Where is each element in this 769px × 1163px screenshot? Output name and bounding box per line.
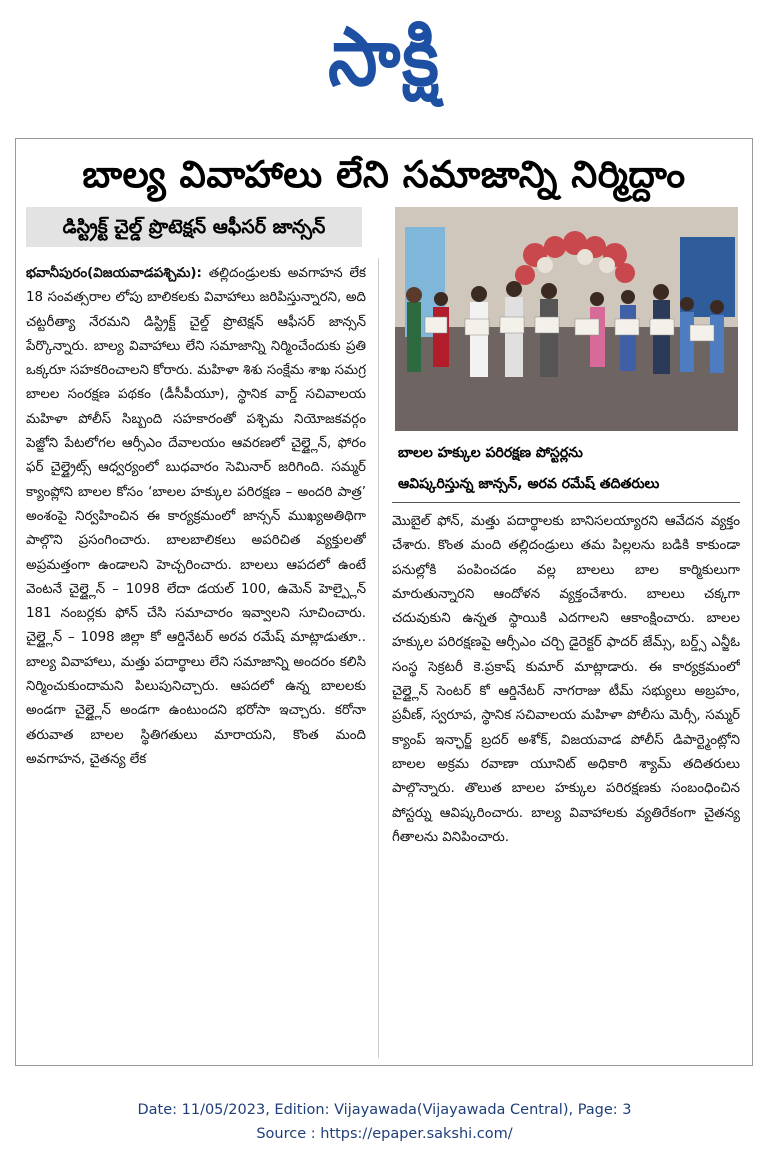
- page-footer: [0, 1098, 769, 1146]
- photo-caption: [392, 438, 740, 500]
- article-body-right: మొబైల్ ఫోన్, మత్తు పదార్థాలకు బానిసలయ్యారని ఆవేదన వ్యక్తం చేశారు. కొంత మంది తల్లిదండ్రులు తమ పిల్లలను బడికి కాకుండా పనుల్లోకి పంపించడం వల్ల బాలలు బాల కార్మికులుగా మారుతున్నారని ఆందోళన వ్యక్తంచేశారు. బాలలు చక్కగా చదువుకుని ఉన్నత స్థాయికి ఎదగాలని ఆకాంక్షించారు. బాలల హక్కుల పరిరక్షణపై ఆర్సీఎం చర్చి డైరెక్టర్ ఫాదర్ జేమ్స్, బర్డ్స్ ఎన్జీఓ సంస్థ సెక్రటరీ కె.ప్రకాష్ కుమార్ మాట్లాడారు. ఈ కార్యక్రమంలో చైల్డ్లైన్ సెంటర్ కో ఆర్డినేటర్ నాగరాజు టీమ్ సభ్యులు అబ్రహం, ప్రవీణ్, స్వరూప, స్థానిక సచివాలయ మహిళా పోలీసు మెర్సీ, సమ్మర్ క్యాంప్ ఇన్ఛార్జ్ బ్రదర్ అశోక్, విజయవాడ పోలీస్ డిపార్ట్మెంట్లోని బాలల అక్రమ రవాణా యూనిట్ అధికారి శ్యామ్ తదితరులు పాల్గొన్నారు. తొలుత బాలల హక్కుల పరిరక్షణకు సంబంధించిన పోస్టర్ను ఆవిష్కరించారు. బాల్య వివాహాలకు వ్యతిరేకంగా చైతన్య గీతాలను వినిపించారు.: [392, 514, 740, 845]
- masthead: [0, 10, 769, 110]
- event-photo-illustration: [395, 207, 738, 431]
- article-subheading: డిస్ట్రిక్ట్ చైల్డ్ ప్రొటెక్షన్ ఆఫీసర్ జాన్సన్: [26, 207, 362, 247]
- article-right-column: [392, 510, 740, 1060]
- article-headline: బాల్య వివాహాలు లేని సమాజాన్ని నిర్మిద్దాం: [82, 153, 686, 196]
- article-body-left: తల్లిదండ్రులకు అవగాహన లేక 18 సంవత్సరాల లోపు బాలికలకు వివాహాలు జరిపిస్తున్నారని, అది చట్టరీత్యా నేరమని డిస్ట్రిక్ట్ చైల్డ్ ప్రొటెక్షన్ ఆఫీసర్ జాన్సన్ పేర్కొన్నారు. బాల్య వివాహాలు లేని సమాజాన్ని నిర్మించేందుకు ప్రతి ఒక్కరూ సహకరించాలని కోరారు. మహిళా శిశు సంక్షేమ శాఖ సమగ్ర బాలల సంరక్షణ పథకం (డీసీపీయూ), స్థానిక వార్డ్ సచివాలయ మహిళా పోలీస్ సిబ్బంది సహకారంతో పశ్చిమ నియోజకవర్గం పెజ్జోని పేటలోగల ఆర్సీఎం దేవాలయం ఆవరణలో చైల్డ్లైన్, ఫోరం ఫర్ చైల్డ్రైట్స్ ఆధ్వర్యంలో బుధవారం సెమినార్ జరిగింది. సమ్మర్ క్యాంప్లోని బాలల కోసం ‘బాలల హక్కుల పరిరక్షణ – అందరి పాత్ర’ అంశంపై నిర్వహించిన ఈ కార్యక్రమంలో జాన్సన్ ముఖ్యఅతిథిగా పాల్గొని ప్రసంగించారు. బాలబాలికలు అపరిచిత వ్యక్తులతో అప్రమత్తంగా ఉండాలని హెచ్చరించారు. బాలలు ఆపదలో ఉంటే వెంటనే చైల్డ్లైన్ – 1098 లేదా డయల్ 100, ఉమెన్ హెల్ప్లైన్ 181 నంబర్లకు ఫోన్ చేసి సమాచారం ఇవ్వాలని సూచించారు. చైల్డ్లైన్ – 1098 జిల్లా కో ఆర్డినేటర్ అరవ రమేష్ మాట్లాడుతూ.. బాల్య వివాహాలు, మత్తు పదార్థాలు లేని సమాజాన్ని అందరం కలిసి నిర్మించుకుందామని పిలుపునిచ్చారు. ఆపదలో ఉన్న బాలలకు అండగా చైల్డ్లైన్ అండగా ఉంటుందని భరోసా ఇచ్చారు. కరోనా తరువాత బాలల స్థితిగతులు మారాయని, కొంత మంది అవగాహన, చైతన్య లేక: [26, 266, 366, 767]
- edition-info: Date: 11/05/2023, Edition: Vijayawada(Vijayawada Central), Page: 3: [137, 1102, 632, 1118]
- source-info: Source : https://epaper.sakshi.com/: [256, 1126, 513, 1142]
- caption-divider: [392, 502, 740, 503]
- sakshi-logo: సాక్షి: [328, 9, 441, 105]
- photo-caption-line-2: ఆవిష్కరిస్తున్న జాన్సన్, అరవ రమేష్ తదితరులు: [398, 476, 660, 492]
- column-divider: [378, 258, 379, 1058]
- article-left-column: [26, 262, 366, 1062]
- article-dateline: భవానీపురం(విజయవాడపశ్చిమ):: [26, 266, 202, 281]
- article-photo: [395, 207, 738, 431]
- photo-caption-line-1: బాలల హక్కుల పరిరక్షణ పోస్టర్లను: [398, 445, 583, 461]
